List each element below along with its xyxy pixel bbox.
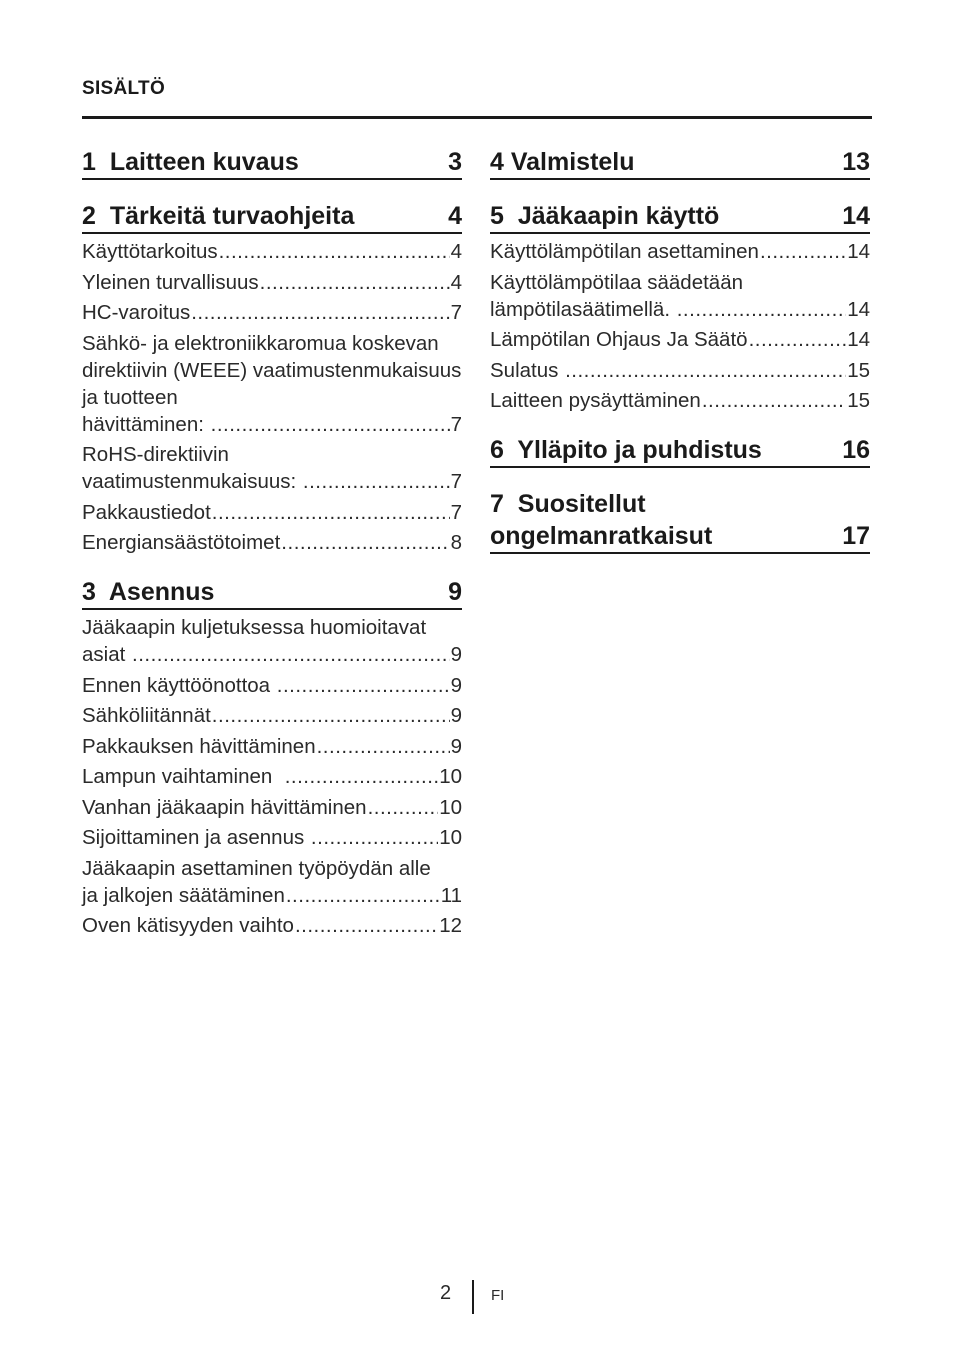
toc-entry-text: Pakkaustiedot (82, 500, 211, 524)
toc-entry-page: 11 (440, 883, 462, 907)
section-number: 2 (82, 202, 96, 230)
toc-entry-page: 10 (439, 795, 462, 819)
toc-entry-lead-text: Jääkaapin asettaminen työpöydän alle (82, 856, 431, 880)
toc-entry-line (82, 672, 462, 699)
toc-entry-text: Pakkauksen hävittäminen (82, 734, 316, 758)
dot-leader (211, 411, 450, 438)
dot-leader (191, 299, 449, 326)
section-heading[interactable] (490, 488, 870, 554)
section-title-text: Tärkeitä turvaohjeita (109, 202, 355, 230)
section-title-text: Asennus (108, 578, 215, 606)
dot-leader (219, 238, 450, 265)
toc-entry-line (82, 763, 462, 790)
toc-entry-line (82, 499, 462, 526)
dot-leader (277, 672, 450, 699)
toc-entry-page: 15 (847, 389, 870, 412)
toc-entry-text: HC-varoitus (82, 301, 191, 324)
toc-entry-line (82, 882, 462, 909)
toc-entry-text: Sulatus (490, 358, 565, 382)
section-title (490, 146, 635, 178)
toc-entry[interactable] (82, 824, 462, 851)
toc-entry-page: 10 (439, 826, 462, 849)
dot-leader (565, 357, 846, 384)
toc-entry-text: hävittäminen: (82, 412, 210, 436)
toc-left-column (82, 146, 462, 959)
dot-leader (132, 641, 450, 668)
toc-entry[interactable] (82, 299, 462, 326)
toc-entry-line (82, 912, 462, 939)
footer-page-number: 2 (440, 1282, 452, 1304)
toc-entry-page: 4 (450, 270, 462, 294)
toc-section (490, 146, 870, 180)
toc-entry-line (490, 357, 870, 384)
page-title: SISÄLTÖ (82, 78, 166, 99)
section-title (490, 488, 712, 552)
toc-entry-text: vaatimustenmukaisuus: (82, 470, 302, 493)
section-number: 6 (490, 436, 504, 464)
dot-leader (317, 733, 450, 760)
dot-leader (260, 269, 450, 296)
toc-entry-line (82, 529, 462, 556)
toc-entry-line (82, 794, 462, 821)
toc-entry[interactable] (82, 912, 462, 939)
dot-leader (285, 763, 438, 790)
toc-right-column (490, 146, 870, 574)
section-entry-list (490, 238, 870, 414)
section-page-number: 14 (842, 202, 870, 230)
toc-entry[interactable] (82, 330, 462, 438)
toc-section (490, 200, 870, 414)
section-heading[interactable] (82, 200, 462, 234)
toc-entry-page: 9 (450, 673, 462, 697)
toc-section (82, 576, 462, 939)
toc-entry-line (82, 411, 462, 438)
toc-entry-text: lämpötilasäätimellä. (490, 297, 676, 321)
toc-entry-page: 8 (450, 531, 462, 554)
section-number: 3 (82, 578, 96, 606)
dot-leader (212, 702, 450, 729)
toc-entry-page: 7 (450, 500, 462, 524)
toc-entry-line (82, 238, 462, 265)
section-heading[interactable] (82, 146, 462, 180)
section-entry-list (82, 238, 462, 556)
toc-entry-line (490, 387, 870, 414)
toc-entry-lead-text: RoHS-direktiivin (82, 443, 229, 466)
dot-leader (212, 499, 450, 526)
toc-entry[interactable] (82, 794, 462, 821)
dot-leader (281, 529, 449, 556)
toc-entry-text: Sähköliitännät (82, 704, 211, 727)
section-number: 1 (82, 148, 96, 176)
toc-entry-text: Laitteen pysäyttäminen (490, 389, 701, 412)
toc-entry-page: 7 (450, 470, 462, 493)
toc-entry-page: 14 (847, 297, 870, 321)
section-title-line: ongelmanratkaisut (490, 522, 713, 550)
toc-entry[interactable] (490, 387, 870, 414)
toc-entry[interactable] (82, 672, 462, 699)
dot-leader (286, 882, 440, 909)
section-number: 5 (490, 202, 504, 230)
section-page-number: 4 (448, 202, 462, 230)
toc-entry-text: asiat (82, 643, 131, 666)
toc-entry[interactable] (82, 733, 462, 760)
section-title-text: Valmistelu (510, 148, 635, 176)
section-entry-list (82, 614, 462, 939)
toc-entry-line (490, 238, 870, 265)
toc-entry-page: 15 (847, 358, 870, 382)
toc-entry[interactable] (490, 326, 870, 353)
toc-section (82, 146, 462, 180)
toc-entry-text: Lampun vaihtaminen (82, 765, 284, 788)
section-title (490, 434, 762, 466)
section-page-number: 16 (842, 436, 870, 464)
section-title-text: Jääkaapin käyttö (517, 202, 720, 230)
toc-entry-text: Vanhan jääkaapin hävittäminen (82, 795, 367, 819)
toc-entry[interactable] (82, 238, 462, 265)
toc-entry-line (82, 269, 462, 296)
toc-section (490, 434, 870, 468)
toc-entry-line (490, 296, 870, 323)
toc-entry[interactable] (490, 357, 870, 384)
toc-entry[interactable] (82, 855, 462, 909)
dot-leader (368, 794, 439, 821)
toc-entry-page: 9 (450, 704, 462, 727)
toc-entry-page: 10 (439, 765, 462, 788)
toc-entry[interactable] (82, 763, 462, 790)
toc-entry-lead-text: Sähkö- ja elektroniikkaromua koskevan direktiivin (WEEE) vaatimustenmukaisuus ja tuotteen (82, 331, 462, 409)
dot-leader (295, 912, 438, 939)
header-rule (82, 116, 872, 119)
toc-entry[interactable] (82, 441, 462, 495)
section-page-number: 17 (842, 522, 870, 550)
toc-entry-page: 9 (450, 734, 462, 758)
toc-entry-line (82, 299, 462, 326)
section-title-line: 7 Suositellut (490, 490, 646, 518)
dot-leader (303, 468, 450, 495)
toc-entry[interactable] (490, 238, 870, 265)
toc-entry-line (490, 326, 870, 353)
dot-leader (760, 238, 846, 265)
section-title (82, 200, 354, 232)
toc-entry[interactable] (82, 529, 462, 556)
toc-entry-page: 7 (450, 301, 462, 324)
toc-entry-line (82, 733, 462, 760)
toc-entry-line (82, 824, 462, 851)
toc-entry-text: Lämpötilan Ohjaus Ja Säätö (490, 328, 748, 351)
toc-entry[interactable] (82, 614, 462, 668)
toc-entry-lead-text: Jääkaapin kuljetuksessa huomioitavat (82, 616, 427, 639)
toc-entry-page: 7 (450, 412, 462, 436)
section-title (82, 576, 214, 608)
toc-entry-page: 14 (847, 240, 870, 263)
page-footer (0, 1280, 954, 1316)
toc-entry-line (82, 702, 462, 729)
toc-entry-text: Ennen käyttöönottoa (82, 673, 276, 697)
toc-entry-page: 14 (847, 328, 870, 351)
footer-language: FI (491, 1287, 505, 1304)
dot-leader (677, 296, 846, 323)
section-title-text: Ylläpito ja puhdistus (517, 436, 762, 464)
section-page-number: 9 (448, 578, 462, 606)
toc-section (490, 488, 870, 554)
toc-entry-text: ja jalkojen säätäminen (82, 883, 285, 907)
toc-entry-text: Käyttötarkoitus (82, 240, 218, 263)
footer-divider (472, 1280, 474, 1314)
toc-section (82, 200, 462, 556)
section-title (490, 200, 719, 232)
section-page-number: 13 (842, 148, 870, 176)
toc-entry-text: Oven kätisyyden vaihto (82, 914, 294, 937)
toc-entry-text: Energiansäästötoimet (82, 531, 281, 554)
toc-entry-text: Yleinen turvallisuus (82, 270, 259, 294)
section-page-number: 3 (448, 148, 462, 176)
section-heading[interactable] (82, 576, 462, 610)
section-heading[interactable] (490, 434, 870, 468)
dot-leader (749, 326, 847, 353)
section-heading[interactable] (490, 146, 870, 180)
section-heading[interactable] (490, 200, 870, 234)
toc-entry[interactable] (82, 499, 462, 526)
toc-entry-page: 4 (450, 240, 462, 263)
section-title (82, 146, 299, 178)
section-number: 4 (490, 148, 504, 176)
dot-leader (311, 824, 438, 851)
toc-entry[interactable] (82, 269, 462, 296)
toc-entry-line (82, 468, 462, 495)
toc-entry-text: Käyttölämpötilan asettaminen (490, 240, 759, 263)
toc-entry[interactable] (82, 702, 462, 729)
toc-entry-lead-text: Käyttölämpötilaa säädetään (490, 270, 744, 294)
toc-entry[interactable] (490, 269, 870, 323)
toc-entry-page: 9 (450, 643, 462, 666)
toc-entry-text: Sijoittaminen ja asennus (82, 826, 310, 849)
section-title-text: Laitteen kuvaus (109, 148, 299, 176)
toc-entry-line (82, 641, 462, 668)
dot-leader (702, 387, 846, 414)
toc-entry-page: 12 (439, 914, 462, 937)
